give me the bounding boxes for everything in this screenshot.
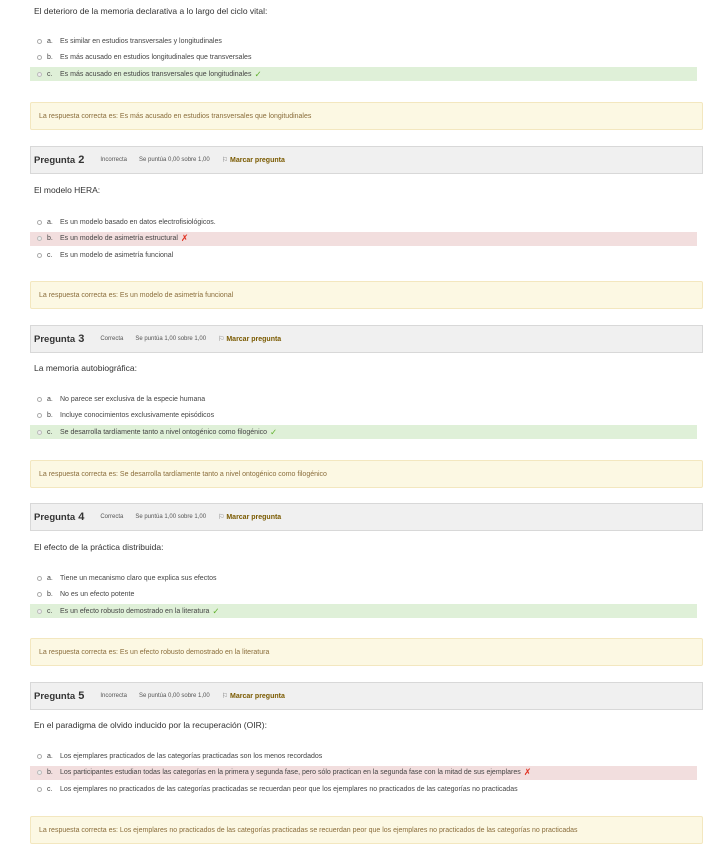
- question-grade: Se puntúa 1,00 sobre 1,00: [135, 336, 207, 342]
- answer-text: Es más acusado en estudios longitudinales que transversales: [60, 54, 252, 61]
- question-state: Incorrecta: [100, 157, 127, 163]
- answer-list: [30, 571, 703, 618]
- correct-answer-feedback: [30, 281, 703, 309]
- answer-option-a[interactable]: [30, 749, 697, 763]
- answer-option-c[interactable]: [30, 425, 697, 439]
- check-icon: ✓: [212, 605, 220, 616]
- answer-letter: c.: [47, 251, 53, 259]
- radio-button[interactable]: [37, 413, 42, 418]
- radio-button[interactable]: [37, 430, 42, 435]
- answer-option-b[interactable]: [30, 409, 697, 423]
- question-label: Pregunta: [34, 690, 76, 702]
- answer-option-b[interactable]: [30, 588, 697, 602]
- question-header: [30, 146, 703, 174]
- question-label: Pregunta: [34, 333, 76, 345]
- question-4: [30, 542, 703, 621]
- feedback-text: La respuesta correcta es: Se desarrolla tardíamente tanto a nivel ontogénico como filogénico: [39, 470, 327, 478]
- answer-letter: c.: [47, 428, 53, 436]
- answer-letter: c.: [47, 785, 53, 793]
- correct-answer-feedback: [30, 460, 703, 488]
- correct-answer-feedback: [30, 102, 703, 130]
- flag-icon[interactable]: ⚐: [221, 693, 229, 700]
- question-state: Correcta: [100, 336, 124, 342]
- answer-text: Incluye conocimientos exclusivamente episódicos: [60, 412, 215, 419]
- cross-icon: ✗: [523, 767, 532, 777]
- question-number: 5: [78, 690, 85, 702]
- question-header: [30, 325, 703, 353]
- answer-text: Los participantes estudian todas las categorías en la primera y segunda fase, pero sólo practican en la segunda fase con la mitad de sus ejemplares: [60, 769, 521, 776]
- question-label: Pregunta: [34, 511, 76, 523]
- answer-option-b[interactable]: [30, 51, 697, 65]
- answer-text: Es más acusado en estudios transversales que longitudinales: [60, 70, 252, 78]
- question-header: [30, 503, 703, 531]
- answer-list: [30, 34, 703, 81]
- radio-button[interactable]: [37, 754, 42, 759]
- flag-question-link[interactable]: Marcar pregunta: [226, 513, 282, 521]
- question-text: El modelo HERA:: [34, 185, 101, 195]
- answer-option-c[interactable]: [30, 604, 697, 618]
- flag-question-link[interactable]: Marcar pregunta: [230, 692, 285, 700]
- answer-letter: b.: [47, 769, 53, 776]
- answer-text: Se desarrolla tardíamente tanto a nivel ontogénico como filogénico: [60, 428, 268, 436]
- answer-text: Es un efecto robusto demostrado en la literatura: [60, 607, 210, 615]
- answer-letter: a.: [47, 218, 53, 226]
- radio-button[interactable]: [37, 609, 42, 614]
- answer-option-a[interactable]: [30, 392, 697, 406]
- answer-option-c[interactable]: [30, 782, 697, 796]
- question-number: 3: [78, 333, 85, 345]
- answer-text: Es un modelo de asimetría estructural: [60, 235, 178, 242]
- radio-button[interactable]: [37, 72, 42, 77]
- radio-button[interactable]: [37, 220, 42, 225]
- flag-icon[interactable]: ⚐: [218, 514, 225, 521]
- answer-text: Es un modelo de asimetría funcional: [60, 251, 174, 259]
- question-grade: Se puntúa 0,00 sobre 1,00: [139, 693, 210, 699]
- answer-list: [30, 215, 703, 262]
- answer-letter: a.: [47, 395, 53, 403]
- cross-icon: ✗: [180, 233, 189, 243]
- answer-letter: c.: [47, 607, 53, 615]
- answer-option-c[interactable]: [30, 248, 697, 262]
- question-5: [30, 720, 703, 799]
- question-grade: Se puntúa 1,00 sobre 1,00: [135, 514, 207, 520]
- question-header: [30, 682, 703, 710]
- question-number: 2: [78, 154, 85, 166]
- check-icon: ✓: [254, 68, 262, 79]
- answer-text: Los ejemplares no practicados de las categorías practicadas se recuerdan peor que los ejemplares no practicados de las categorías no practicadas: [60, 785, 518, 793]
- answer-text: No parece ser exclusiva de la especie humana: [60, 395, 206, 403]
- answer-option-a[interactable]: [30, 571, 697, 585]
- question-label: Pregunta: [34, 154, 76, 166]
- question-text: En el paradigma de olvido inducido por la recuperación (OIR):: [34, 720, 267, 730]
- radio-button[interactable]: [37, 39, 42, 44]
- answer-list: [30, 392, 703, 439]
- question-number: 4: [78, 511, 85, 523]
- correct-answer-feedback: [30, 816, 703, 844]
- answer-letter: b.: [47, 591, 53, 598]
- flag-question-link[interactable]: Marcar pregunta: [230, 156, 285, 164]
- answer-letter: b.: [47, 54, 53, 61]
- answer-option-c[interactable]: [30, 67, 697, 81]
- question-2: [30, 185, 703, 265]
- flag-icon[interactable]: ⚐: [221, 157, 229, 164]
- radio-button[interactable]: [37, 787, 42, 792]
- answer-option-b[interactable]: [30, 766, 697, 780]
- answer-list: [30, 749, 703, 796]
- flag-question-link[interactable]: Marcar pregunta: [226, 335, 282, 343]
- radio-button[interactable]: [37, 253, 42, 258]
- feedback-text: La respuesta correcta es: Es un efecto robusto demostrado en la literatura: [39, 648, 270, 656]
- answer-text: Es similar en estudios transversales y longitudinales: [60, 37, 222, 45]
- question-text: El efecto de la práctica distribuida:: [34, 542, 164, 552]
- question-grade: Se puntúa 0,00 sobre 1,00: [139, 157, 210, 163]
- answer-option-b[interactable]: [30, 232, 697, 246]
- answer-text: Es un modelo basado en datos electrofisiológicos.: [60, 218, 216, 226]
- question-state: Incorrecta: [100, 693, 127, 699]
- answer-option-a[interactable]: [30, 215, 697, 229]
- answer-letter: a.: [47, 752, 53, 760]
- correct-answer-feedback: [30, 638, 703, 666]
- feedback-text: La respuesta correcta es: Es más acusado en estudios transversales que longitudinales: [39, 112, 312, 120]
- flag-icon[interactable]: ⚐: [218, 336, 225, 343]
- feedback-text: La respuesta correcta es: Es un modelo de asimetría funcional: [39, 291, 234, 299]
- question-text: La memoria autobiográfica:: [34, 363, 138, 373]
- answer-letter: c.: [47, 70, 53, 78]
- answer-letter: a.: [47, 574, 53, 582]
- radio-button[interactable]: [37, 576, 42, 581]
- question-1: [30, 6, 703, 84]
- feedback-text: La respuesta correcta es: Los ejemplares no practicados de las categorías practicadas se recuerdan peor que los ejemplares no practicados de las categorías no practicadas: [39, 826, 578, 834]
- answer-option-a[interactable]: [30, 34, 697, 48]
- answer-letter: b.: [47, 412, 53, 419]
- answer-letter: a.: [47, 37, 53, 45]
- radio-button[interactable]: [37, 397, 42, 402]
- answer-text: No es un efecto potente: [60, 591, 135, 598]
- check-icon: ✓: [270, 426, 278, 437]
- radio-button[interactable]: [37, 592, 42, 597]
- question-state: Correcta: [100, 514, 124, 520]
- answer-letter: b.: [47, 235, 53, 242]
- radio-button[interactable]: [37, 236, 42, 241]
- question-3: [30, 363, 703, 442]
- radio-button[interactable]: [37, 770, 42, 775]
- question-text: El deterioro de la memoria declarativa a lo largo del ciclo vital:: [34, 6, 268, 16]
- answer-text: Tiene un mecanismo claro que explica sus efectos: [60, 574, 217, 582]
- radio-button[interactable]: [37, 55, 42, 60]
- answer-text: Los ejemplares practicados de las categorías practicadas son los menos recordados: [60, 752, 323, 760]
